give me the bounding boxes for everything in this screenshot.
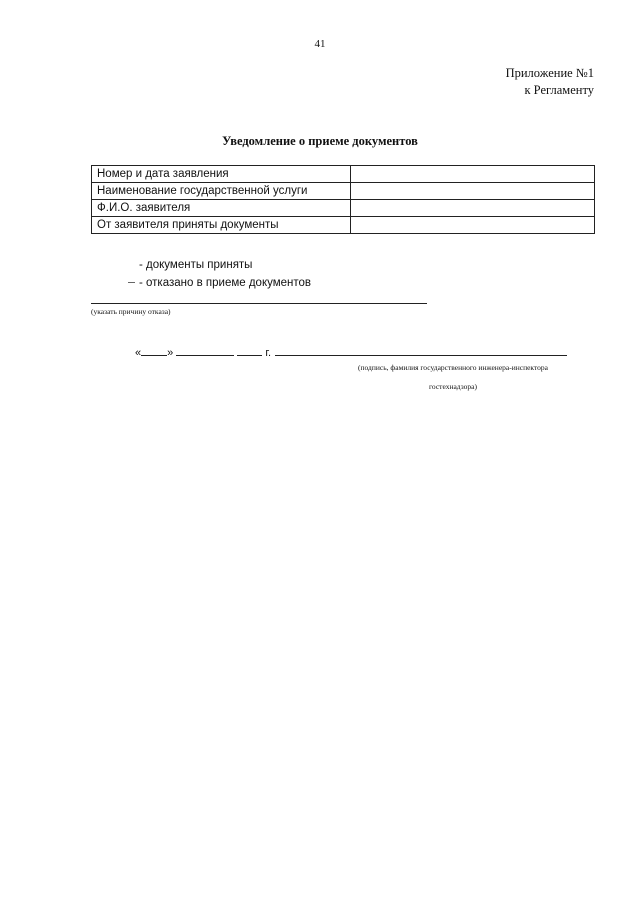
table-cell-value[interactable] (351, 183, 595, 200)
table-cell-value[interactable] (351, 200, 595, 217)
table-cell-label: Ф.И.О. заявителя (92, 200, 351, 217)
table-cell-label: Номер и дата заявления (92, 166, 351, 183)
option-documents-refused[interactable] (128, 274, 311, 292)
year-blank[interactable] (237, 345, 262, 356)
option-label: - отказано в приеме документов (139, 277, 312, 289)
refusal-reason-line[interactable] (91, 303, 427, 304)
document-title: Уведомление о приеме документов (222, 134, 418, 148)
appendix-line-1: Приложение №1 (505, 66, 594, 80)
signature-blank[interactable] (275, 345, 567, 356)
quote-open: « (135, 347, 142, 359)
appendix-note (506, 65, 594, 99)
table-cell-label: От заявителя приняты документы (92, 217, 351, 234)
decision-options (128, 256, 311, 292)
table-cell-label: Наименование государственной услуги (92, 183, 351, 200)
table-row (92, 200, 595, 217)
month-blank[interactable] (176, 345, 234, 356)
refusal-reason-caption: (указать причину отказа) (91, 307, 171, 316)
date-signature-row (135, 345, 567, 359)
page-number: 41 (314, 38, 326, 50)
table-row (92, 183, 595, 200)
table-cell-value[interactable] (351, 166, 595, 183)
signature-caption-line-2: гостехнадзора) (429, 382, 477, 391)
signature-caption-line-1: (подпись, фамилия государственного инженера-инспектора (358, 363, 548, 372)
table-row (92, 217, 595, 234)
option-documents-accepted[interactable] (128, 256, 311, 274)
option-label: - документы приняты (139, 259, 253, 271)
signature-caption (338, 358, 568, 396)
checkbox-mark-icon[interactable] (128, 281, 135, 283)
info-table (91, 165, 595, 234)
table-cell-value[interactable] (351, 217, 595, 234)
table-row (92, 166, 595, 183)
quote-close: » (167, 347, 174, 359)
day-blank[interactable] (141, 345, 167, 356)
appendix-line-2: к Регламенту (524, 83, 594, 97)
year-suffix: г. (265, 347, 272, 359)
